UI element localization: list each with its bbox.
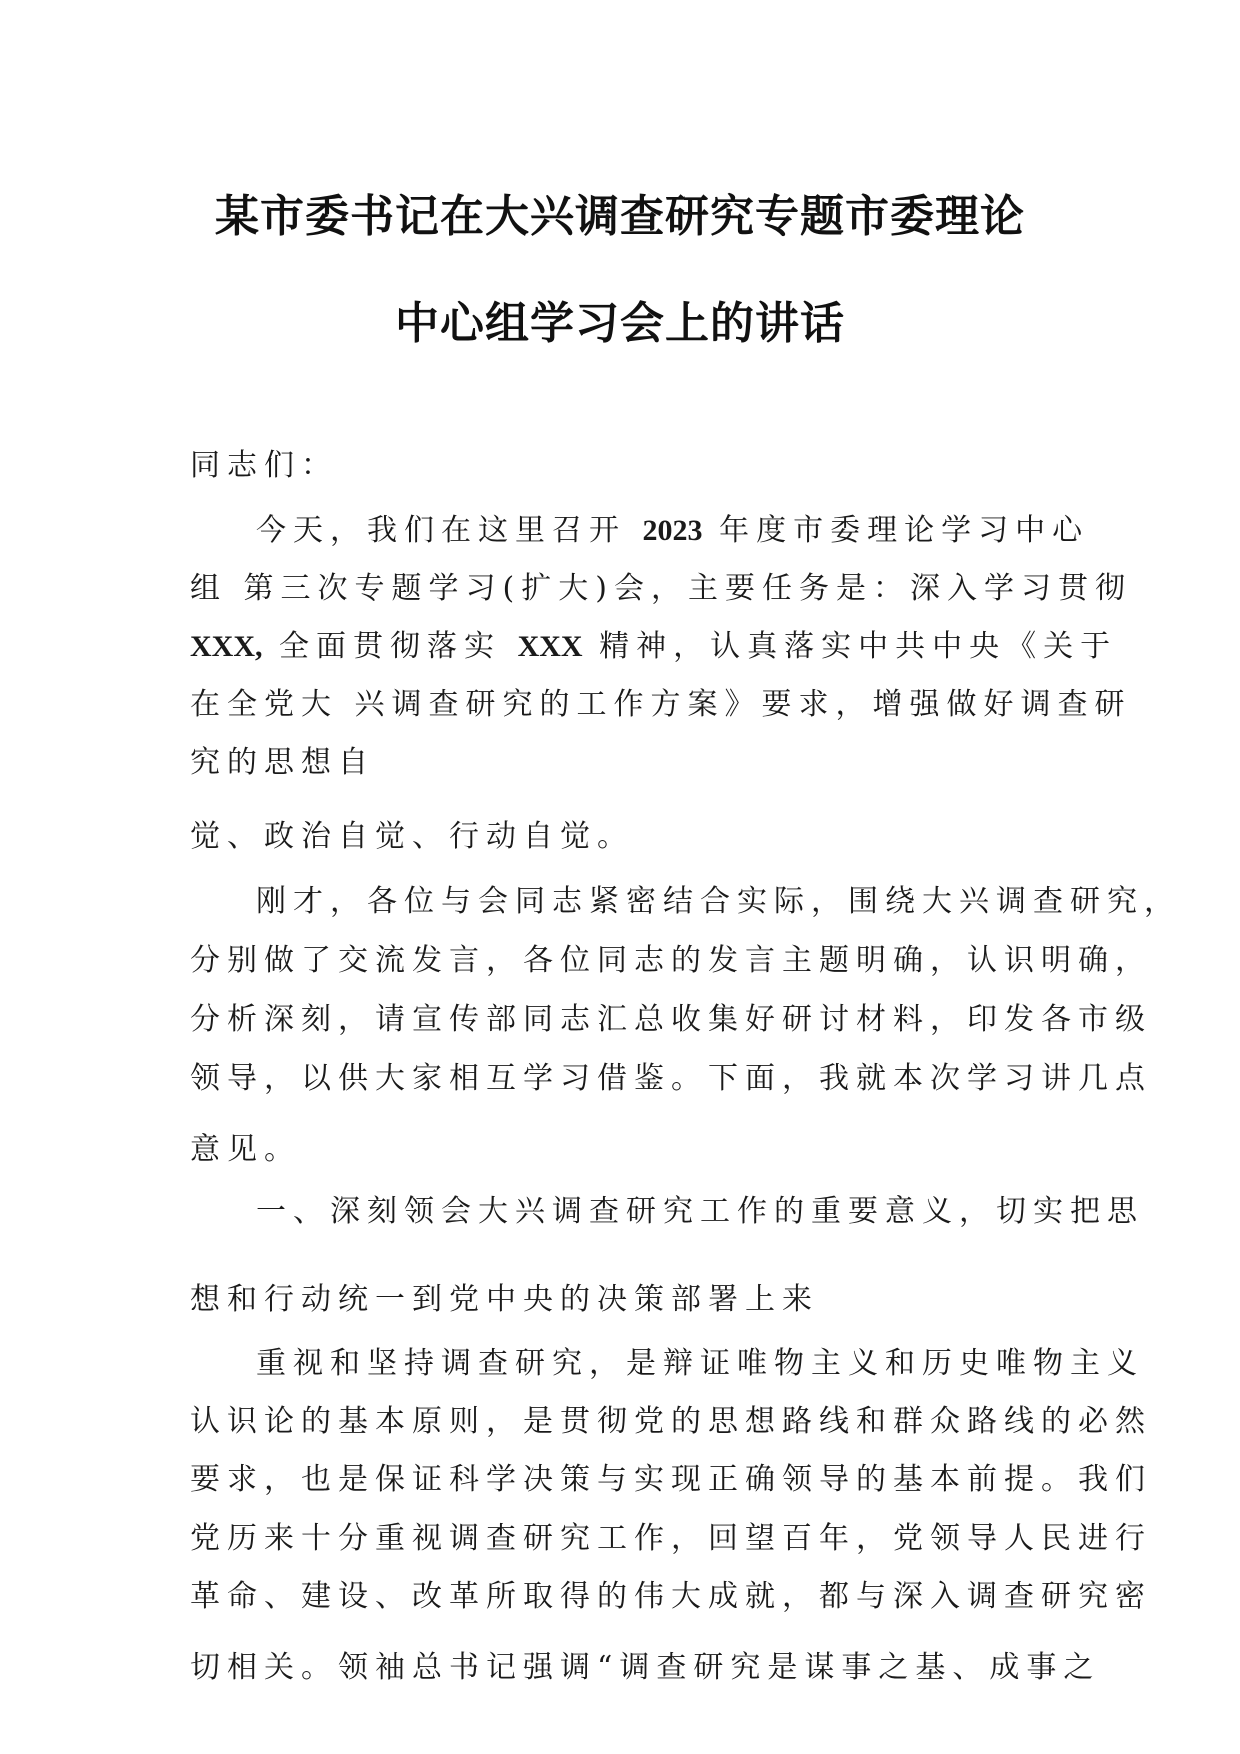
paragraph-1-line-5: 究的思想自 [190,745,375,780]
document-title-line-2: 中心组学习会上的讲话 [395,298,845,349]
text-run: 今天，我们在这里召开 [256,513,643,548]
paragraph-2-line-1: 刚才，各位与会同志紧密结合实际，围绕大兴调查研究， [256,884,1181,919]
paragraph-2-line-5: 意见。 [190,1132,301,1167]
paragraph-3-line-2: 认识论的基本原则，是贯彻党的思想路线和群众路线的必然 [190,1404,1152,1439]
paragraph-3-line-3: 要求，也是保证科学决策与实现正确领导的基本前提。我们 [190,1462,1152,1497]
paragraph-1-line-6: 觉、政治自觉、行动自觉。 [190,819,634,854]
paragraph-3-line-4: 党历来十分重视调查研究工作，回望百年，党领导人民进行 [190,1521,1152,1556]
paragraph-2-line-3: 分析深刻，请宣传部同志汇总收集好研讨材料，印发各市级 [190,1002,1152,1037]
text-run: 精神，认真落实中共中央《关于 [582,629,1118,664]
section-heading-1-line-1: 一、深刻领会大兴调查研究工作的重要意义，切实把思 [256,1194,1144,1229]
paragraph-2-line-4: 领导，以供大家相互学习借鉴。下面，我就本次学习讲几点 [190,1061,1152,1096]
paragraph-1-line-1 [256,505,1089,549]
paragraph-1-line-4: 在全党大 兴调查研究的工作方案》要求，增强做好调查研 [190,687,1132,722]
placeholder-text: XXX, [190,630,263,663]
text-run: 全面贯彻落实 [262,629,518,664]
paragraph-1-line-3 [190,621,1117,665]
paragraph-3-line-6: 切相关。领袖总书记强调“调查研究是谋事之基、成事之 [190,1650,1101,1685]
section-heading-1-line-2: 想和行动统一到党中央的决策部署上来 [190,1282,819,1317]
paragraph-3-line-5: 革命、建设、改革所取得的伟大成就，都与深入调查研究密 [190,1579,1152,1614]
salutation: 同志们： [190,448,338,483]
text-run: 年度市委理论学习中心 [702,513,1090,548]
placeholder-text: XXX [517,630,583,663]
document-title-line-1: 某市委书记在大兴调查研究专题市委理论 [215,191,1025,242]
year-text: 2023 [642,514,703,547]
paragraph-1-line-2: 组 第三次专题学习(扩大)会，主要任务是：深入学习贯彻 [190,571,1132,606]
paragraph-3-line-1: 重视和坚持调查研究，是辩证唯物主义和历史唯物主义 [256,1346,1144,1381]
paragraph-2-line-2: 分别做了交流发言，各位同志的发言主题明确，认识明确， [190,943,1152,978]
